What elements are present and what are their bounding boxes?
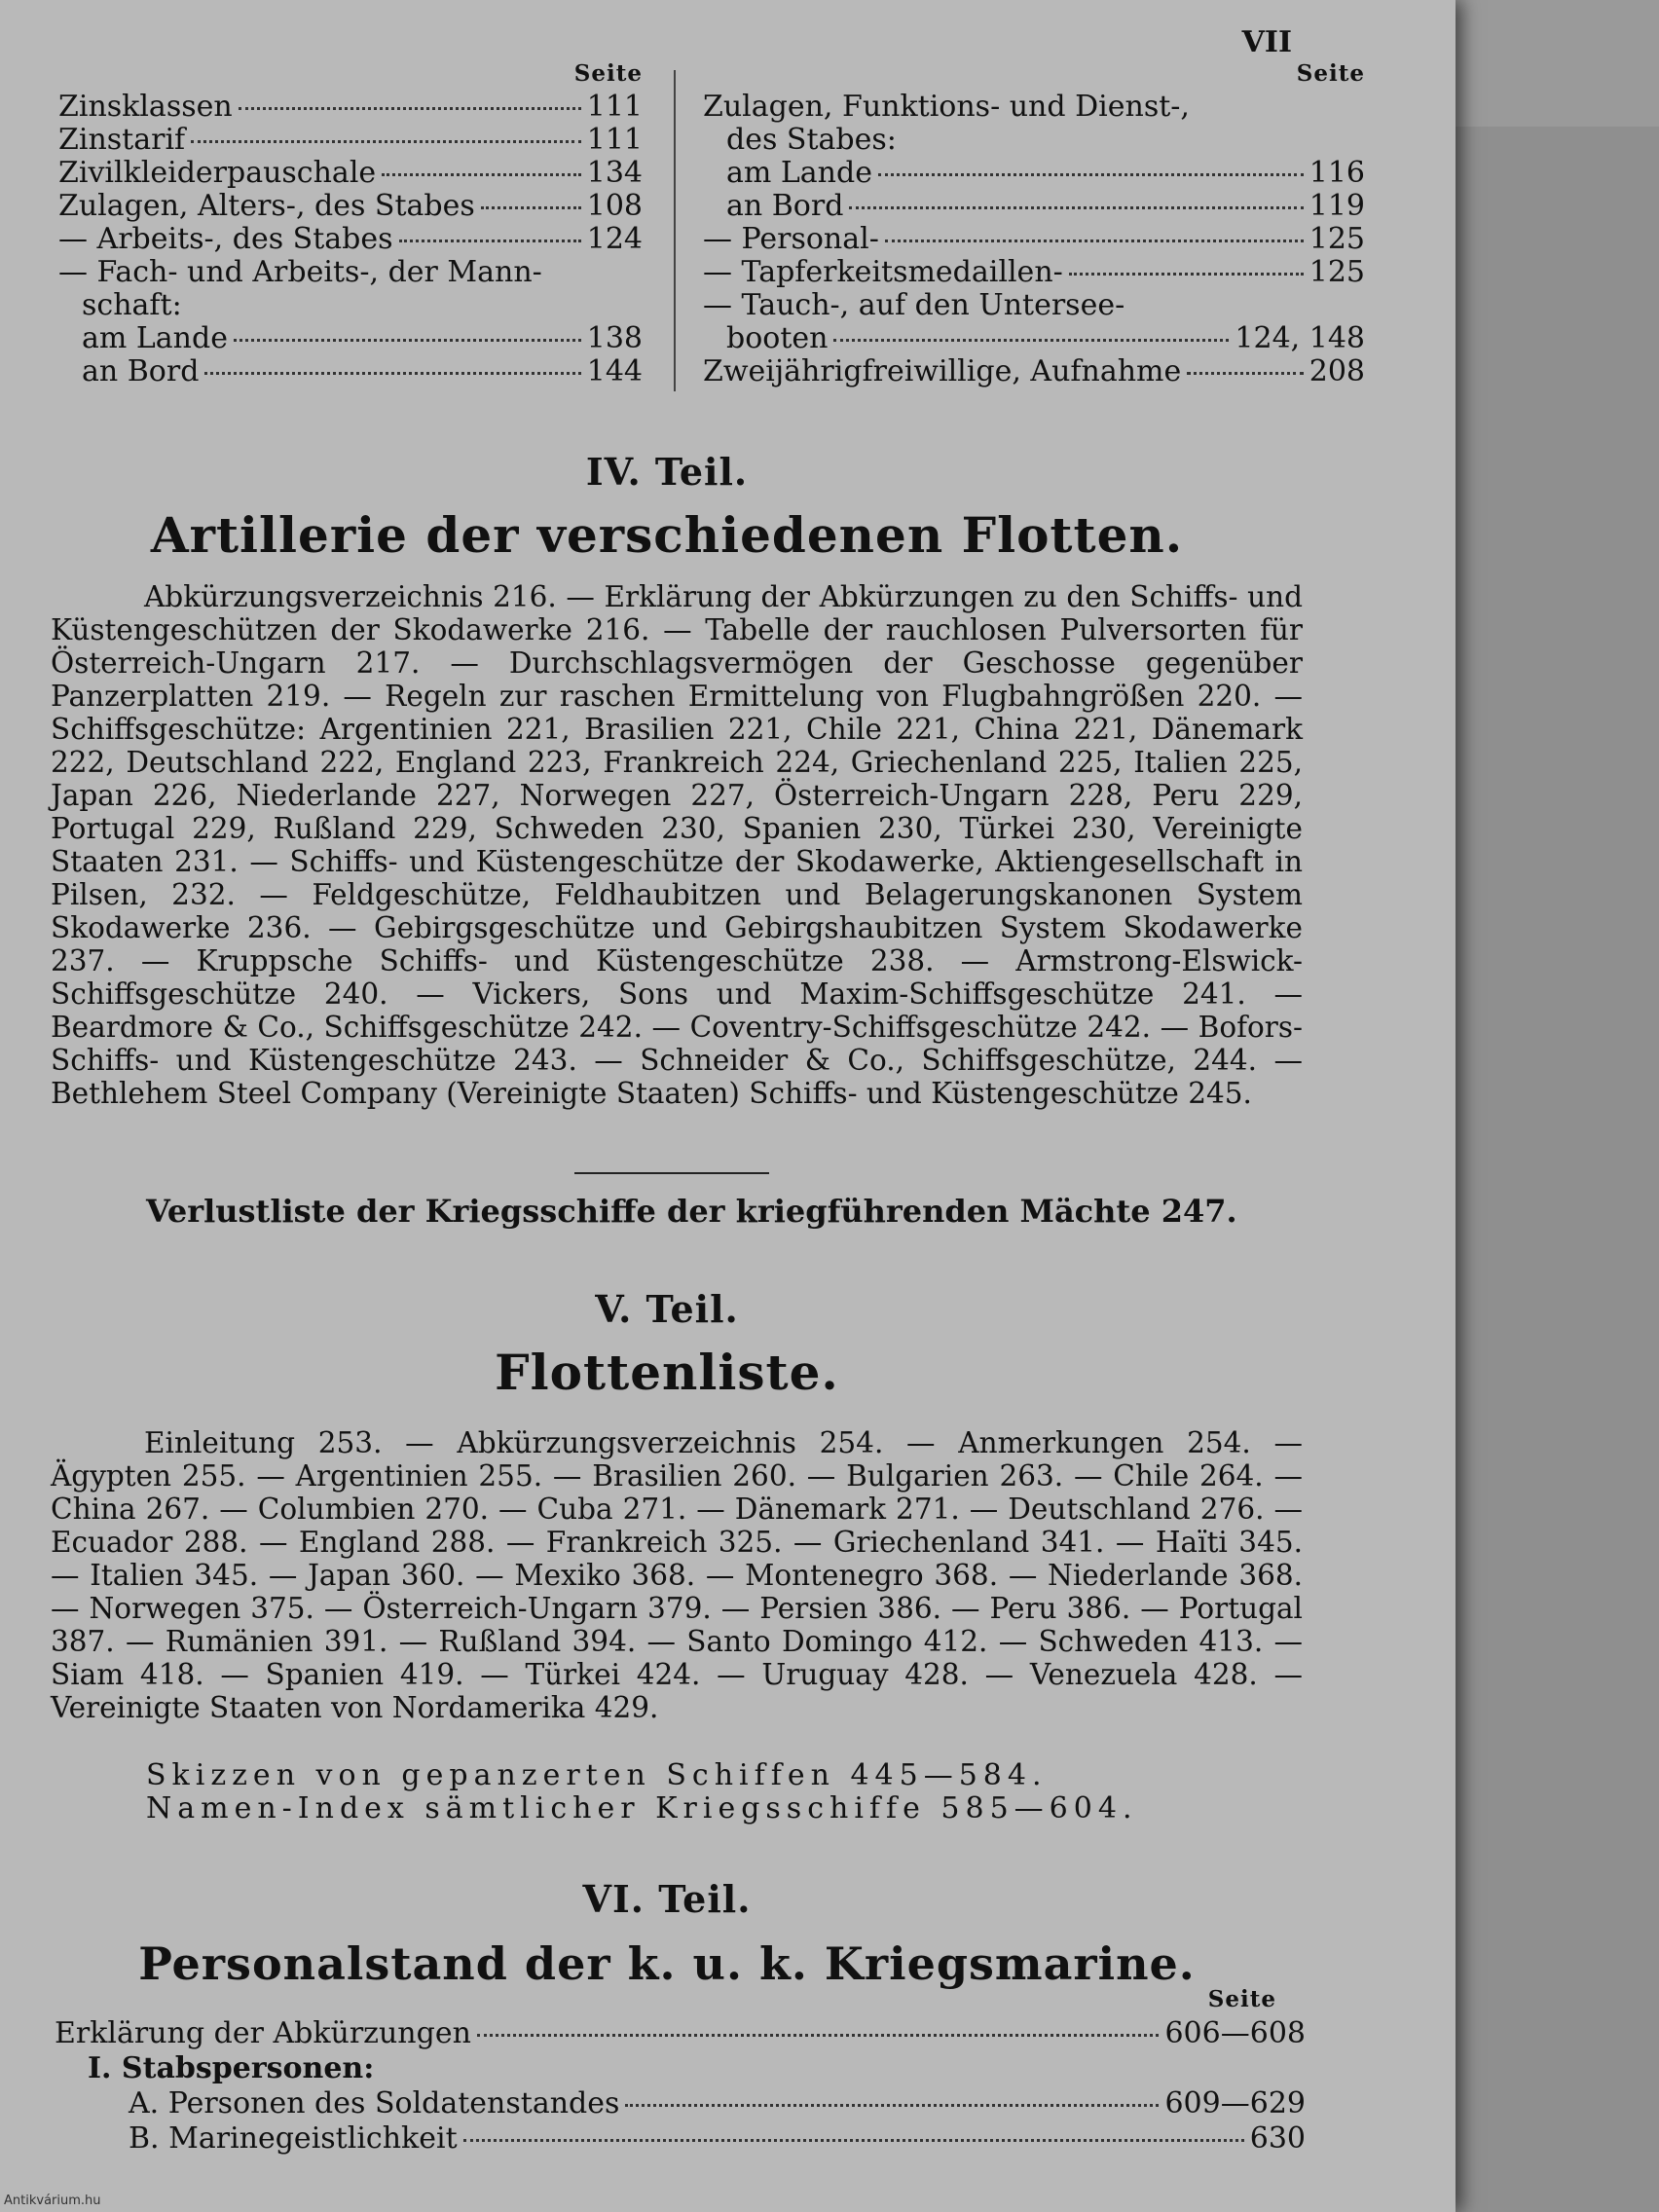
toc-label: — Fach- und Arbeits-, der Mann- — [58, 255, 542, 289]
toc-label: an Bord — [726, 189, 844, 223]
toc-right-column — [703, 60, 1365, 388]
seite-label-part6: Seite — [1207, 1986, 1276, 2012]
toc-label: Zinstarif — [58, 123, 186, 157]
toc-label: Zinsklassen — [58, 90, 233, 124]
toc-page: 111 — [586, 90, 643, 124]
toc-page: 125 — [1309, 222, 1365, 256]
toc-page: 134 — [586, 156, 643, 190]
toc-page: 116 — [1309, 156, 1365, 190]
dot-leader — [234, 339, 581, 342]
toc-row — [703, 157, 1365, 190]
toc-top-columns — [58, 60, 1365, 401]
toc-page: 606—608 — [1164, 2016, 1306, 2050]
seite-label-left: Seite — [573, 60, 643, 87]
toc-label: A. Personen des Soldatenstandes — [129, 2086, 620, 2120]
dot-leader — [878, 173, 1304, 176]
toc-label: — Tauch-, auf den Untersee- — [703, 288, 1125, 322]
toc-page: 125 — [1309, 255, 1365, 289]
background-strip — [1456, 0, 1659, 127]
dot-leader — [833, 339, 1229, 342]
toc-page: 630 — [1249, 2121, 1306, 2156]
toc-label: B. Marinegeistlichkeit — [129, 2121, 458, 2156]
toc-page: 138 — [586, 321, 643, 355]
dot-leader — [239, 107, 581, 110]
part4-text: Abkürzungsverzeichnis 216. — Erklärung der Abkürzungen zu den Schiffs- und Küstengeschützen der Skodawerke 216. — Tabelle der rauchlosen Pulversorten für Österreich-Ungarn 217. — Durchschlagsvermögen der Geschosse gegenüber Panzerplatten 219. — Regeln zur raschen Ermittelung von Flugbahngrößen 220. — Schiffsgeschütze: Argentinien 221, Brasilien 221, Chile 221, China 221, Dänemark 222, Deutschland 222, England 223, Frankreich 224, Griechenland 225, Italien 225, Japan 226, Niederlande 227, Norwegen 227, Österreich-Ungarn 228, Peru 229, Portugal 229, Rußland 229, Schweden 230, Spanien 230, Türkei 230, Vereinigte Staaten 231. — Schiffs- und Küstengeschütze der Skodawerke, Aktiengesellschaft in Pilsen, 232. — Feldgeschütze, Feldhaubitzen und Belagerungskanonen System Skodawerke 236. — Gebirgsgeschütze und Gebirgshaubitzen System Skodawerke 237. — Kruppsche Schiffs- und Küstengeschütze 238. — Armstrong-Elswick-Schiffsgeschütze 240. — Vickers, Sons und Maxim-Schiffsgeschütze 241. — Beardmore & Co., Schiffsgeschütze 242. — Coventry-Schiffsgeschütze 242. — Bofors-Schiffs- und Küstengeschütze 243. — Schneider & Co., Schiffsgeschütze, 244. — Bethlehem Steel Company (Vereinigte Staaten) Schiffs- und Küstengeschütze 245. — [51, 580, 1303, 1110]
dot-leader — [191, 140, 581, 143]
dot-leader — [1187, 372, 1304, 375]
toc-label: Zulagen, Alters-, des Stabes — [58, 189, 475, 223]
toc-label: — Tapferkeitsmedaillen- — [703, 255, 1063, 289]
part4-heading: IV. Teil. — [585, 450, 749, 494]
watermark: Antikvárium.hu — [4, 2194, 101, 2208]
toc-page: 108 — [586, 189, 643, 223]
toc-row — [58, 157, 643, 190]
toc-row — [703, 355, 1365, 388]
toc-label: booten — [726, 321, 829, 355]
toc-label: schaft: — [82, 288, 182, 322]
part5-title: Flottenliste. — [495, 1344, 839, 1401]
toc-row — [703, 223, 1365, 256]
toc-page: 144 — [586, 354, 643, 388]
toc-label: Zweijährigfreiwillige, Aufnahme — [703, 354, 1182, 388]
dot-leader — [399, 240, 581, 242]
separator-line — [574, 1172, 769, 1174]
dot-leader — [1069, 273, 1304, 276]
dot-leader — [382, 173, 581, 176]
part4-title: Artillerie der verschiedenen Flotten. — [150, 506, 1184, 564]
toc-category: I. Stabspersonen: — [88, 2051, 375, 2085]
dot-leader — [625, 2104, 1159, 2107]
toc-row — [703, 322, 1365, 355]
toc-row — [703, 124, 1365, 157]
page-number: VII — [1241, 25, 1292, 59]
toc-row — [55, 2086, 1306, 2121]
toc-row — [58, 289, 643, 322]
background-page-edge — [1446, 127, 1659, 2212]
toc-label: — Personal- — [703, 222, 879, 256]
seite-label-right: Seite — [1296, 60, 1365, 87]
toc-page: 208 — [1309, 354, 1365, 388]
toc-label: an Bord — [82, 354, 200, 388]
dot-leader — [477, 2034, 1160, 2037]
toc-page: 609—629 — [1164, 2086, 1306, 2120]
toc-label: — Arbeits-, des Stabes — [58, 222, 393, 256]
toc-label: Zivilkleiderpauschale — [58, 156, 377, 190]
toc-row — [703, 91, 1365, 124]
dot-leader — [204, 372, 580, 375]
toc-row — [703, 190, 1365, 223]
toc-left-column — [58, 60, 643, 388]
toc-page: 124 — [586, 222, 643, 256]
toc-row — [55, 2016, 1306, 2051]
toc-row — [703, 256, 1365, 289]
toc-page: 119 — [1309, 189, 1365, 223]
skizzen-entry: Skizzen von gepanzerten Schiffen 445—584. — [146, 1758, 1048, 1792]
toc-label: am Lande — [82, 321, 228, 355]
dot-leader — [481, 206, 581, 209]
toc-row — [58, 322, 643, 355]
toc-label: Zulagen, Funktions- und Dienst-, — [703, 90, 1190, 124]
dot-leader — [849, 206, 1303, 209]
toc-label: des Stabes: — [726, 123, 897, 157]
part6-toc — [55, 1986, 1306, 2157]
toc-row — [703, 289, 1365, 322]
toc-row — [58, 124, 643, 157]
toc-page: 111 — [586, 123, 643, 157]
verlustliste-entry: Verlustliste der Kriegsschiffe der kriegführenden Mächte 247. — [146, 1193, 1237, 1230]
toc-label: Erklärung der Abkürzungen — [55, 2016, 471, 2050]
dot-leader — [463, 2139, 1244, 2142]
toc-label: am Lande — [726, 156, 872, 190]
toc-row — [58, 223, 643, 256]
part5-text: Einleitung 253. — Abkürzungsverzeichnis 254. — Anmerkungen 254. — Ägypten 255. — Argentinien 255. — Brasilien 260. — Bulgarien 263. — Chile 264. — China 267. — Columbien 270. — Cuba 271. — Dänemark 271. — Deutschland 276. — Ecuador 288. — England 288. — Frankreich 325. — Griechenland 341. — Haïti 345. — Italien 345. — Japan 360. — Mexiko 368. — Montenegro 368. — Niederlande 368. — Norwegen 375. — Österreich-Ungarn 379. — Persien 386. — Peru 386. — Portugal 387. — Rumänien 391. — Rußland 394. — Santo Domingo 412. — Schweden 413. — Siam 418. — Spanien 419. — Türkei 424. — Uruguay 428. — Venezuela 428. — Vereinigte Staaten von Nordamerika 429. — [51, 1426, 1303, 1724]
toc-page: 124, 148 — [1235, 321, 1365, 355]
toc-row — [58, 256, 643, 289]
column-divider — [674, 70, 676, 391]
part6-title: Personalstand der k. u. k. Kriegsmarine. — [138, 1937, 1196, 1990]
index-entry: Namen-Index sämtlicher Kriegsschiffe 585—604. — [146, 1791, 1138, 1825]
dot-leader — [885, 240, 1304, 242]
toc-row — [58, 91, 643, 124]
toc-row — [58, 190, 643, 223]
toc-row — [55, 2121, 1306, 2157]
toc-row — [58, 355, 643, 388]
part5-heading: V. Teil. — [595, 1287, 739, 1331]
part6-heading: VI. Teil. — [582, 1877, 752, 1921]
